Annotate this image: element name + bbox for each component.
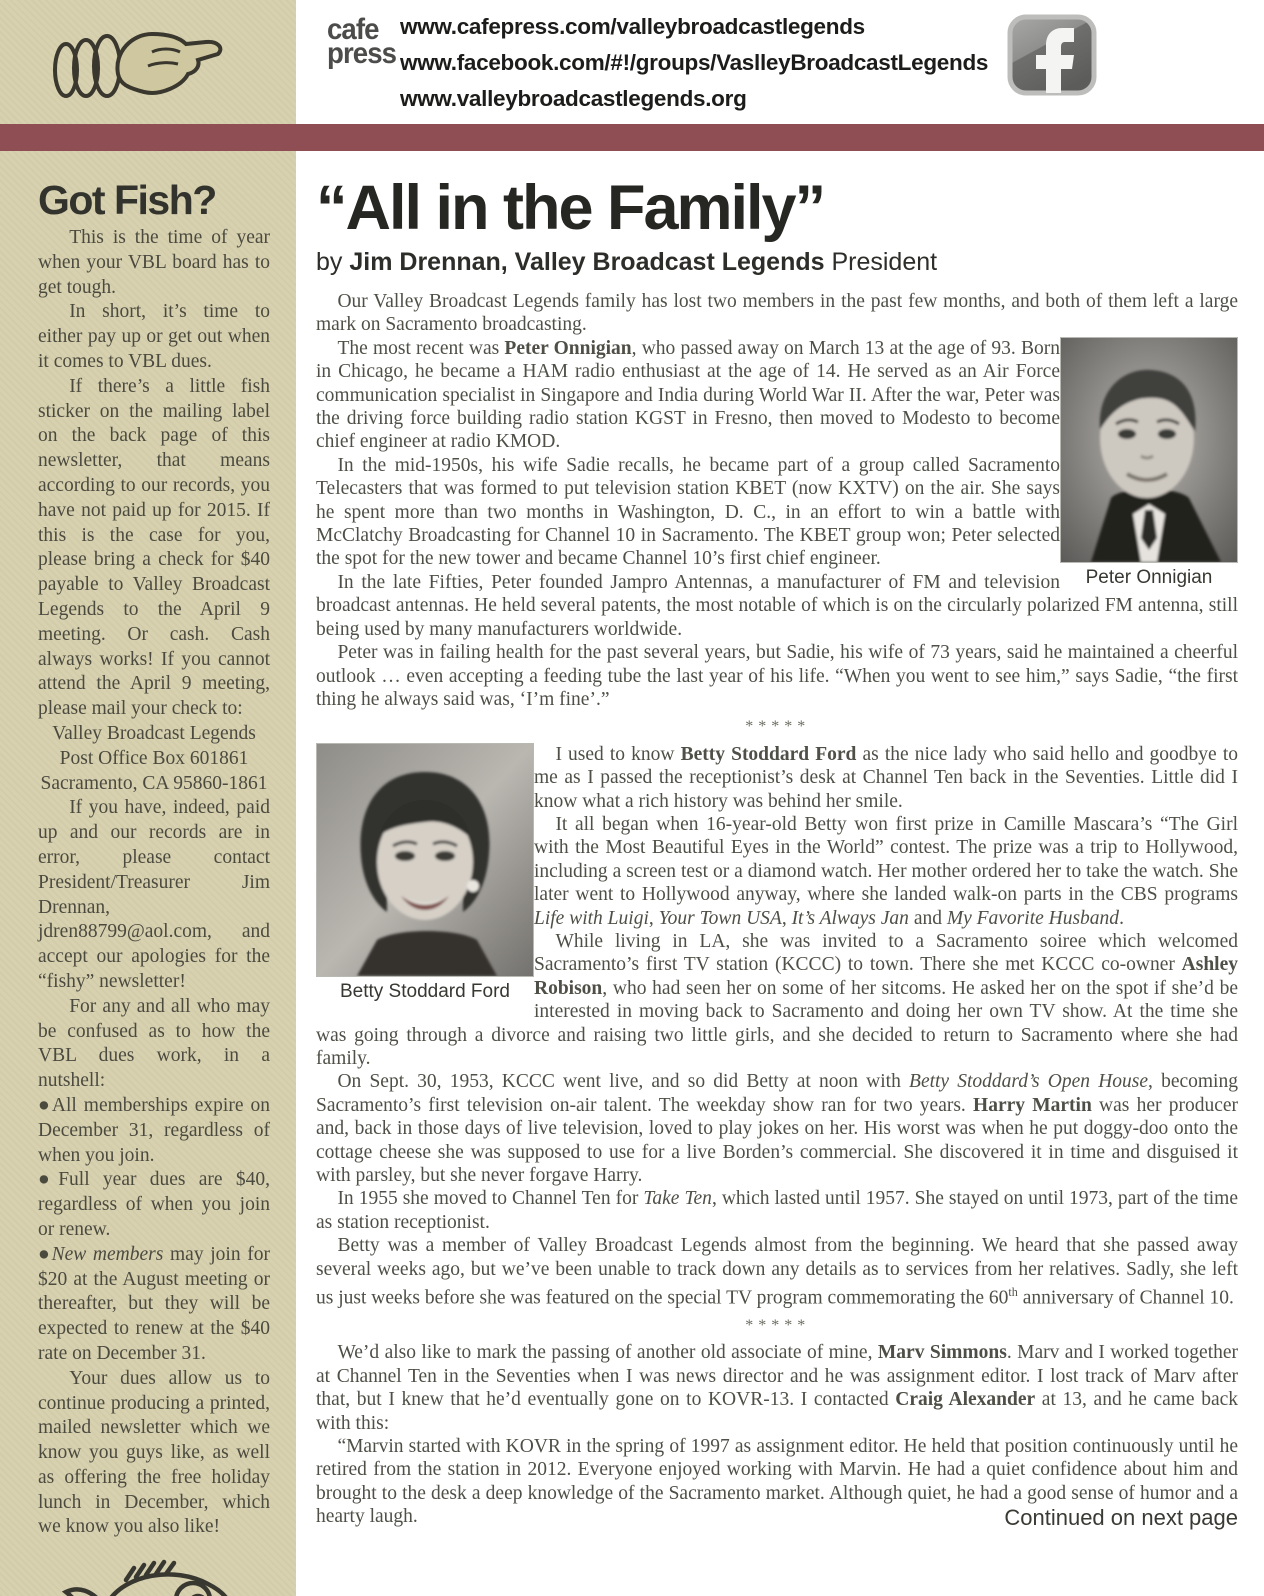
cafepress-logo-line1: cafe: [327, 13, 379, 46]
paragraph: In the mid-1950s, his wife Sadie recalls, he became part of a group called Sacramento Telecasters that was formed to put television station KBET (now KXTV) on the air. She says he spent more than two months in Washington, D. C., in an effort to win a battle with McClatchy Broadcasting for Channel 10 in Sacramento. The KBET group won; Peter selected the spot for the new tower and became Channel 10’s first chief engineer.: [316, 454, 1060, 570]
paragraph: Betty was a member of Valley Broadcast Legends almost from the beginning. We heard that she passed away several weeks ago, but we’ve been unable to track down any details as to services from her relatives. Sadly, she left us just weeks before she was featured on the special TV program commemorating the 60th anniversary of Channel 10.: [316, 1235, 1238, 1309]
paragraph: We’d also like to mark the passing of another old associate of mine, Marv Simmons. Marv and I worked together at Channel Ten in the Seventies when I was news director and he was assignment editor. I lost track of Marv after that, but I knew that he’d eventually gone on to KOVR-13. I contacted Craig Alexander at 13, and he came back with this:: [316, 1342, 1239, 1434]
cafepress-logo: [327, 13, 397, 70]
article-byline: [316, 248, 1238, 277]
paragraph: Sacramento, CA 95860-1861: [40, 772, 268, 794]
paragraph: On Sept. 30, 1953, KCCC went live, and so did Betty at noon with Betty Stoddard’s Open House, becoming Sacramento’s first television on-air talent. The weekday show ran for two years. Harry Martin was her producer and, back in those days of live television, loved to play jokes on her. His worst was when he put doggy-doo onto the cottage cheese she was supposed to use for a live Borden’s commercial. She discovered it in time and disguised it with parsley, but she never forgave Harry.: [316, 1071, 1238, 1187]
sidebar-title: Got Fish?: [38, 177, 216, 223]
paragraph: ●All memberships expire on December 31, regardless of when you join.: [38, 1094, 270, 1166]
sidebar: [0, 151, 296, 1596]
cafepress-url: www.cafepress.com/valleybroadcastlegends: [400, 14, 865, 39]
facebook-url: www.facebook.com/#!/groups/VaslleyBroadcastLegends: [400, 50, 989, 75]
article-title: “All in the Family”: [316, 173, 825, 243]
paragraph: Peter was in failing health for the past several years, but Sadie, his wife of 73 years, said he maintained a cheerful outlook … even accepting a feeding tube the last year of his life. “When you went to see him,” says Sadie, “the first thing he always said was, ‘I’m fine’.”: [316, 642, 1238, 710]
paragraph: ●New members may join for $20 at the August meeting or thereafter, but they will be expected to renew at the $40 rate on December 31.: [38, 1243, 270, 1364]
byline-suffix: President: [824, 248, 938, 276]
cafepress-logo-line2: press: [327, 37, 397, 70]
paragraph: “Marvin started with KOVR in the spring of 1997 as assignment editor. He held that position continuously until he retired from the station in 2012. Everyone enjoyed working with Marvin. He had a quiet confidence about him and brought to the desk a deep knowledge of the Sacramento market. Although quiet, he had a good sense of humor and a hearty laugh.: [316, 1436, 1238, 1528]
photo-peter-onnigian: [1060, 337, 1238, 589]
paragraph: I used to know Betty Stoddard Ford as the nice lady who said hello and goodbye to me as I passed the receptionist’s desk at Channel Ten back in the Seventies. Little did I know what a rich history was behind her smile.: [534, 743, 1238, 812]
header-urls: [400, 14, 988, 122]
photo-caption: Peter Onnigian: [1085, 566, 1213, 588]
facebook-icon: [1006, 14, 1098, 101]
article-body: [316, 290, 1238, 1529]
paragraph: While living in LA, she was invited to a Sacramento soiree which welcomed Sacramento’s first TV station (KCCC) to town. There she met KCCC co-owner Ashley Robison, who had seen her on some of her sitcoms. He asked her on the spot if she’d be interested in moving back to Sacramento and doing her own TV show. At the time she was going through a divorce and raising two little girls, and she decided to return to Sacramento where she had family.: [316, 930, 1238, 1069]
sidebar-body: [38, 226, 270, 1540]
paragraph: Post Office Box 601861: [59, 747, 249, 769]
paragraph: Valley Broadcast Legends: [52, 722, 256, 744]
paragraph: For any and all who may be confused as to how the VBL dues work, in a nutshell:: [38, 995, 270, 1092]
paragraph: In the late Fifties, Peter founded Jampro Antennas, a manufacturer of FM and television broadcast antennas. He held several patents, the most notable of which is on the circularly polarized FM antenna, still being used by many manufacturers worldwide.: [316, 571, 1238, 640]
paragraph: In 1955 she moved to Channel Ten for Take Ten, which lasted until 1957. She stayed on until 1973, part of the time as station receptionist.: [316, 1188, 1238, 1233]
section-separator: *****: [744, 1316, 810, 1334]
paragraph: Your dues allow us to continue producing a printed, mailed newsletter which we know you guys like, as well as offering the free holiday lunch in December, which we know you also like!: [38, 1367, 270, 1538]
paragraph: In short, it’s time to either pay up or get out when it comes to VBL dues.: [38, 301, 270, 373]
photo-betty-stoddard-ford: [316, 743, 534, 1003]
paragraph: Our Valley Broadcast Legends family has lost two members in the past few months, and both of them left a large mark on Sacramento broadcasting.: [316, 291, 1238, 336]
pointing-hand-spring-icon: [48, 22, 248, 111]
paragraph: The most recent was Peter Onnigian, who passed away on March 13 at the age of 93. Born in Chicago, he became a HAM radio enthusiast at the age of 14. He served as an Air Force communication specialist in Singapore and India during World War II. After the war, Peter was the driving force building radio station KGST in Fresno, then moved to Modesto to become chief engineer at radio KMOD.: [316, 337, 1060, 453]
photo-caption: Betty Stoddard Ford: [339, 980, 511, 1002]
article: [296, 151, 1264, 1596]
paragraph: ●Full year dues are $40, regardless of when you join or renew.: [38, 1169, 270, 1240]
paragraph: If you have, indeed, paid up and our records are in error, please contact President/Treasurer Jim Drennan, jdren88799@aol.com, and accept our apologies for the “fishy” newsletter!: [38, 797, 270, 992]
section-separator: *****: [744, 718, 810, 736]
paragraph: This is the time of year when your VBL board has to get tough.: [38, 227, 270, 298]
paragraph: If there’s a little fish sticker on the mailing label on the back page of this newsletter, that means according to our records, you have not paid up for 2015. If this is the case for you, please bring a check for $40 payable to Valley Broadcast Legends to the April 9 meeting. Or cash. Cash always works! If you cannot attend the April 9 meeting, please mail your check to:: [38, 375, 270, 720]
fish-cartoon-icon: [38, 1550, 270, 1596]
paragraph: It all began when 16-year-old Betty won first prize in Camille Mascara’s “The Girl with the Most Beautiful Eyes in the World” contest. The prize was a trip to Hollywood, including a screen test or a diamond watch. Her mother ordered her to take the watch. She later went to Hollywood anyway, where she landed walk-on parts in the CBS programs Life with Luigi, Your Town USA, It’s Always Jan and My Favorite Husband.: [534, 813, 1238, 929]
accent-bar: [0, 124, 1264, 151]
continued-note: Continued on next page: [1004, 1504, 1238, 1530]
byline-author: Jim Drennan, Valley Broadcast Legends: [349, 248, 825, 276]
byline-prefix: by: [316, 248, 350, 276]
website-url: www.valleybroadcastlegends.org: [400, 86, 747, 111]
